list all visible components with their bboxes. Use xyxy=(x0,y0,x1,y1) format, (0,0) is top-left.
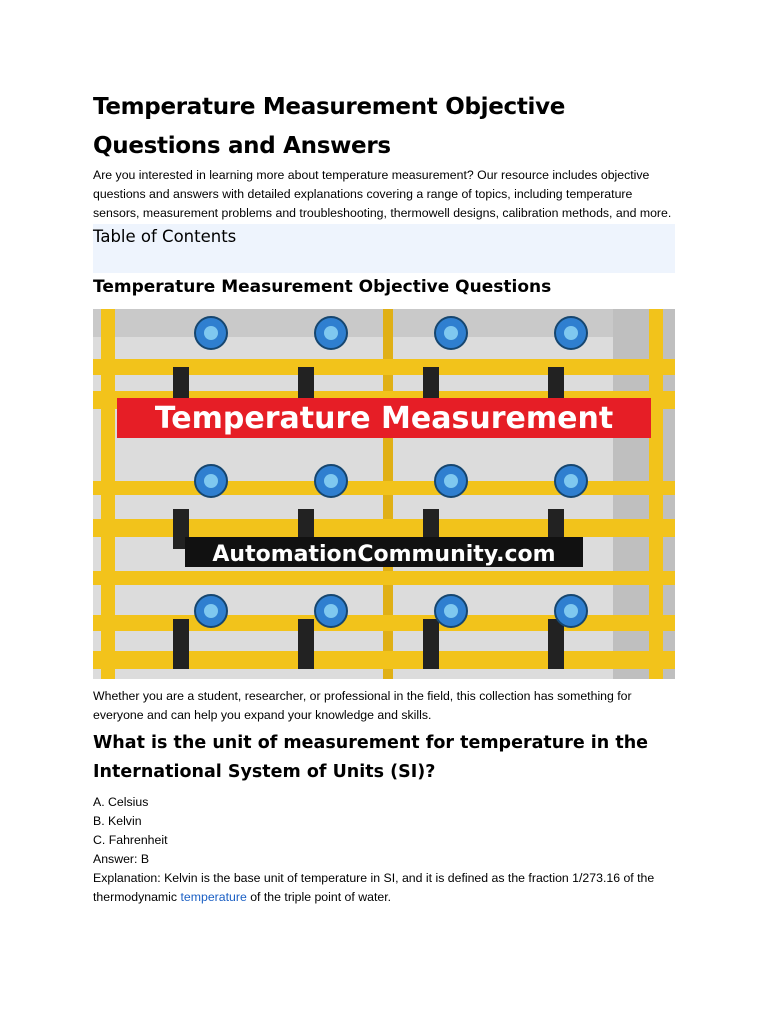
answer-line: Answer: B xyxy=(93,852,150,866)
site-text: AutomationCommunity.com xyxy=(212,542,556,567)
temperature-link[interactable]: temperature xyxy=(180,890,247,904)
intro-paragraph: Are you interested in learning more about temperature measurement? Our resource includes objective questions and answers with detailed explanations covering a range of topics, including temperature sensors, measurement problems and troubleshooting, thermowell designs, calibration methods, and more. xyxy=(93,168,672,220)
banner-text: Temperature Measurement xyxy=(154,401,614,436)
table-of-contents[interactable] xyxy=(93,224,675,273)
explanation-text: Explanation: Kelvin is the base unit of temperature in SI, and it is defined as the fraction 1/273.16 of the thermodynamic xyxy=(93,871,655,904)
toc-label: Table of Contents xyxy=(93,227,237,246)
explanation xyxy=(93,869,675,907)
section-heading: Temperature Measurement Objective Questions xyxy=(93,277,552,297)
article xyxy=(93,88,675,907)
option-b: B. Kelvin xyxy=(93,814,142,828)
option-a: A. Celsius xyxy=(93,795,149,809)
hero-image xyxy=(93,309,675,679)
article-title: Temperature Measurement Objective Questions and Answers xyxy=(93,94,566,159)
after-image-paragraph: Whether you are a student, researcher, or professional in the field, this collection has something for everyone and can help you expand your knowledge and skills. xyxy=(93,689,632,722)
question-heading: What is the unit of measurement for temperature in the International System of Units (SI)? xyxy=(93,733,649,782)
explanation-end: of the triple point of water. xyxy=(246,890,392,904)
option-c: C. Fahrenheit xyxy=(93,833,168,847)
